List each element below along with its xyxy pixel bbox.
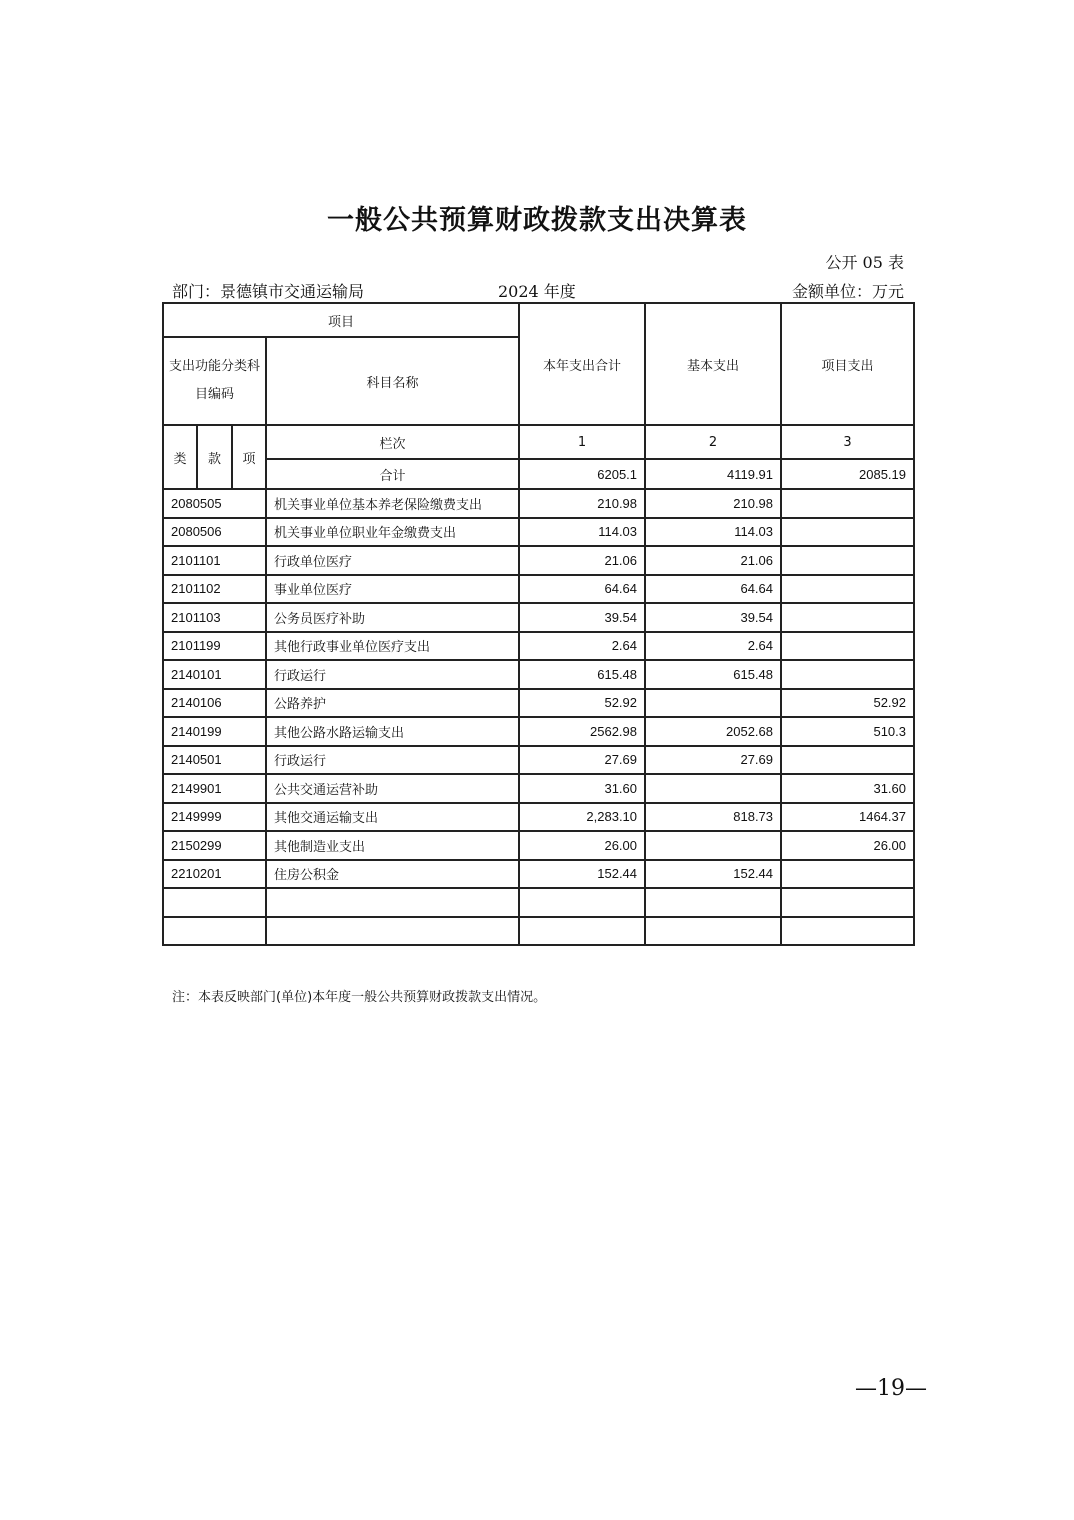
row-code: 2140101 xyxy=(163,660,266,689)
row-project xyxy=(781,632,914,661)
row-name: 其他行政事业单位医疗支出 xyxy=(266,632,519,661)
row-total xyxy=(519,888,645,917)
col-no-2: 2 xyxy=(645,425,781,459)
row-project xyxy=(781,746,914,775)
header-basic: 基本支出 xyxy=(645,303,781,425)
table-row xyxy=(163,860,914,889)
row-basic: 21.06 xyxy=(645,546,781,575)
expenditure-table xyxy=(162,302,915,946)
table-row xyxy=(163,632,914,661)
table-row xyxy=(163,888,914,917)
row-code: 2101101 xyxy=(163,546,266,575)
row-total: 26.00 xyxy=(519,831,645,860)
department-label: 部门：景德镇市交通运输局 xyxy=(172,282,365,301)
row-basic: 64.64 xyxy=(645,575,781,604)
page-number: —19— xyxy=(855,1376,927,1401)
table-row xyxy=(163,660,914,689)
row-total: 615.48 xyxy=(519,660,645,689)
fiscal-year: 2024 年度 xyxy=(498,282,576,301)
row-basic: 2052.68 xyxy=(645,717,781,746)
header-column-no: 栏次 xyxy=(266,425,519,459)
sum-project: 2085.19 xyxy=(781,459,914,489)
row-code: 2101102 xyxy=(163,575,266,604)
row-code: 2140199 xyxy=(163,717,266,746)
row-name xyxy=(266,888,519,917)
row-project: 52.92 xyxy=(781,689,914,718)
table-row xyxy=(163,518,914,547)
amount-unit: 金额单位：万元 xyxy=(791,282,904,301)
row-project xyxy=(781,660,914,689)
sum-total: 6205.1 xyxy=(519,459,645,489)
row-name: 行政单位医疗 xyxy=(266,546,519,575)
row-total: 21.06 xyxy=(519,546,645,575)
table-row xyxy=(163,575,914,604)
row-code: 2150299 xyxy=(163,831,266,860)
row-basic: 818.73 xyxy=(645,803,781,832)
row-project: 31.60 xyxy=(781,774,914,803)
header-xiang: 项 xyxy=(232,425,266,489)
row-total: 2.64 xyxy=(519,632,645,661)
row-total: 210.98 xyxy=(519,489,645,518)
row-code: 2149901 xyxy=(163,774,266,803)
row-basic: 152.44 xyxy=(645,860,781,889)
table-row xyxy=(163,803,914,832)
header-total: 本年支出合计 xyxy=(519,303,645,425)
row-basic xyxy=(645,888,781,917)
row-project xyxy=(781,603,914,632)
header-kuan: 款 xyxy=(197,425,232,489)
col-no-3: 3 xyxy=(781,425,914,459)
row-basic xyxy=(645,917,781,946)
row-basic xyxy=(645,689,781,718)
table-note: 注：本表反映部门(单位)本年度一般公共预算财政拨款支出情况。 xyxy=(172,990,547,1005)
row-code: 2140501 xyxy=(163,746,266,775)
row-total: 64.64 xyxy=(519,575,645,604)
page-title: 一般公共预算财政拨款支出决算表 xyxy=(327,205,747,236)
row-name: 机关事业单位职业年金缴费支出 xyxy=(266,518,519,547)
row-total: 31.60 xyxy=(519,774,645,803)
row-name: 机关事业单位基本养老保险缴费支出 xyxy=(266,489,519,518)
row-project xyxy=(781,575,914,604)
table-row xyxy=(163,689,914,718)
row-basic: 210.98 xyxy=(645,489,781,518)
row-project xyxy=(781,489,914,518)
row-code: 2210201 xyxy=(163,860,266,889)
col-no-1: 1 xyxy=(519,425,645,459)
sum-label: 合计 xyxy=(266,459,519,489)
row-basic: 114.03 xyxy=(645,518,781,547)
row-name: 公路养护 xyxy=(266,689,519,718)
header-subject-name: 科目名称 xyxy=(266,337,519,425)
row-name: 公务员医疗补助 xyxy=(266,603,519,632)
sum-basic: 4119.91 xyxy=(645,459,781,489)
row-name: 公共交通运营补助 xyxy=(266,774,519,803)
header-item: 项目 xyxy=(163,303,519,337)
table-row xyxy=(163,917,914,946)
row-code: 2080506 xyxy=(163,518,266,547)
row-basic: 27.69 xyxy=(645,746,781,775)
table-row xyxy=(163,831,914,860)
row-basic xyxy=(645,774,781,803)
table-row xyxy=(163,546,914,575)
row-project xyxy=(781,518,914,547)
row-name: 其他公路水路运输支出 xyxy=(266,717,519,746)
table-row xyxy=(163,489,914,518)
row-code: 2101103 xyxy=(163,603,266,632)
row-total: 39.54 xyxy=(519,603,645,632)
row-code: 2140106 xyxy=(163,689,266,718)
row-total: 52.92 xyxy=(519,689,645,718)
row-total: 2,283.10 xyxy=(519,803,645,832)
row-code: 2101199 xyxy=(163,632,266,661)
row-name: 其他制造业支出 xyxy=(266,831,519,860)
row-project: 510.3 xyxy=(781,717,914,746)
row-project xyxy=(781,917,914,946)
row-basic xyxy=(645,831,781,860)
table-row xyxy=(163,746,914,775)
header-project: 项目支出 xyxy=(781,303,914,425)
row-total: 114.03 xyxy=(519,518,645,547)
row-name xyxy=(266,917,519,946)
table-row xyxy=(163,603,914,632)
row-total xyxy=(519,917,645,946)
table-row xyxy=(163,717,914,746)
row-total: 27.69 xyxy=(519,746,645,775)
row-basic: 2.64 xyxy=(645,632,781,661)
header-lei: 类 xyxy=(163,425,197,489)
row-project: 1464.37 xyxy=(781,803,914,832)
row-code: 2080505 xyxy=(163,489,266,518)
row-code: 2149999 xyxy=(163,803,266,832)
row-code xyxy=(163,888,266,917)
row-name: 行政运行 xyxy=(266,746,519,775)
row-name: 事业单位医疗 xyxy=(266,575,519,604)
row-code xyxy=(163,917,266,946)
table-row xyxy=(163,774,914,803)
form-number: 公开 05 表 xyxy=(825,253,904,272)
row-basic: 39.54 xyxy=(645,603,781,632)
header-func-code: 支出功能分类科目编码 xyxy=(163,337,266,425)
row-name: 行政运行 xyxy=(266,660,519,689)
row-total: 2562.98 xyxy=(519,717,645,746)
row-project xyxy=(781,860,914,889)
row-name: 其他交通运输支出 xyxy=(266,803,519,832)
row-project: 26.00 xyxy=(781,831,914,860)
row-basic: 615.48 xyxy=(645,660,781,689)
row-project xyxy=(781,546,914,575)
row-total: 152.44 xyxy=(519,860,645,889)
row-name: 住房公积金 xyxy=(266,860,519,889)
row-project xyxy=(781,888,914,917)
